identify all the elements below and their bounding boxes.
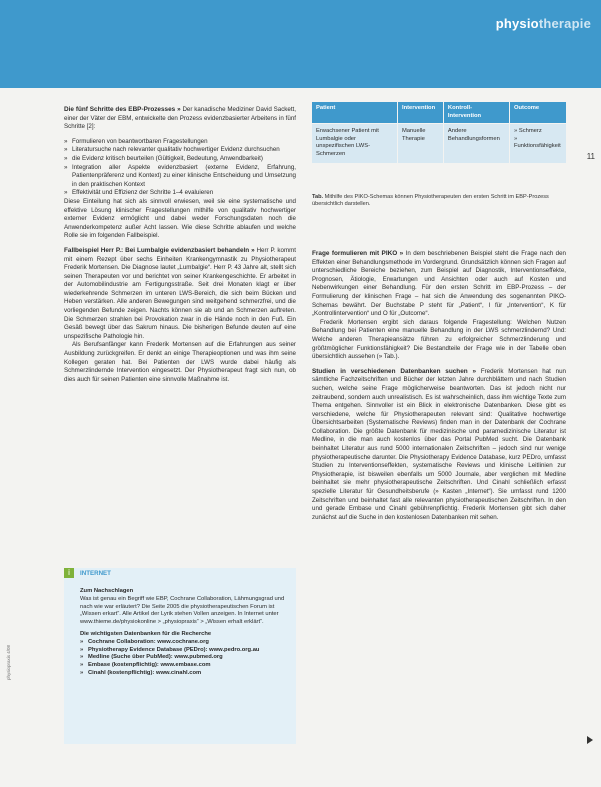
box-heading-lookup: Zum Nachschlagen (80, 588, 134, 594)
link-cochrane[interactable]: » Cochrane Collaboration: www.cochrane.org (80, 639, 290, 647)
heading-case: Fallbeispiel Herr P.: Bei Lumbalgie evidenzbasiert behandeln » (64, 246, 255, 254)
table-header-intervention: Intervention (397, 102, 443, 124)
list-item: » Integration aller Aspekte evidenzbasiert (externe Evidenz, Erfahrung, Patientenpräferenz und Kontext) zu einer klinische Entscheidung und Umsetzung in den praktischen Kontext (64, 164, 296, 190)
box-heading-databases: Die wichtigsten Datenbanken für die Recherche (80, 630, 212, 637)
paragraph-summary: Diese Einteilung hat sich als sinnvoll erwiesen, weil sie eine systematische und effektive Lösung klinischer Fragestellungen mithilfe von qualitativ hochwertiger externer Evidenz ermöglicht und dabei weder Forschungsdaten noch die Anwenderkompetenz außer Acht lassen. Wie diese Schritte ablaufen und welche Rolle sie im folgenden Fallbeispiel. (64, 197, 296, 240)
link-embase[interactable]: » Embase (kostenpflichtig): www.embase.com (80, 662, 290, 670)
internet-box-body (80, 588, 290, 678)
heading-piko: Frage formulieren mit PIKO » (312, 250, 404, 257)
paragraph-question: Frederik Mortensen ergibt sich daraus folgende Fragestellung: Welchen Nutzen Behandlung bei Patienten eine manuelle Behandlung in der LWS schmerzlindernd? Und: Welche anderen Therapieansätze führen zu erfolgreicher Schmerzlinderung und größtmöglicher Funktionsfähigkeit? Die Bestandteile der Frage wie in der Tabelle oben übersichtlich aussehen (» Tab.). (312, 318, 566, 361)
text-ebp-steps: Der kanadische Mediziner David Sackett, einer der Väter der EBM, entwickelte den Prozess evidenzbasierter Arbeitens in fünf Schritte [2]: (64, 106, 296, 131)
link-pedro[interactable]: » Physiotherapy Evidence Database (PEDro): www.pedro.org.au (80, 647, 290, 655)
outcome-item: » Funktionsfähigkeit (514, 135, 561, 150)
internet-box-title: INTERNET (80, 570, 111, 577)
continue-arrow-icon (587, 736, 593, 744)
header-band (0, 0, 601, 88)
link-cinahl[interactable]: » Cinahl (kostenpflichtig): www.cinahl.com (80, 670, 290, 678)
list-item: » die Evidenz kritisch beurteilen (Gültigkeit, Bedeutung, Anwendbarkeit) (64, 155, 296, 164)
box-text-lookup: Was ist genau ein Begriff wie EBP, Cochrane Collaboration, Lähmungsgrad und nach wie war erläutert? Die Seite 2005 die physiotherapeutischen Forum ist „Wissen erkart“. Alle Artikel der Lyrik stehen Vollen anzeigen. In Internet unter www.thieme.de/physiokonline > „physiopraxis“ > „Wissen erhalt erklärt“. (80, 595, 285, 626)
database-links (80, 639, 290, 678)
steps-list (64, 138, 296, 198)
outcome-item: » Schmerz (514, 128, 542, 135)
list-item: » Formulieren von beantwortbaren Fragestellungen (64, 138, 296, 147)
cell-intervention: Manuelle Therapie (397, 124, 443, 163)
caption-text: Mithilfe des PIKO-Schemas können Physiotherapeuten den ersten Schritt im EBP-Prozess übersichtlich darstellen. (312, 194, 549, 208)
text-case: Herr P. kommt mit einem Rezept über sechs Einheiten Krankengymnastik zu Physiotherapeut Frederik Mortensen. Die Diagnose lautet „Lumbalgie“. Herr P. 43 Jahre alt, stellt sich seinen Therapeuten vor und berichtet von seiner Krankengeschichte. Er arbeitet in der Automobilindustrie am Fertigungsstraße. Seit drei Monaten klagt er über wiederkehrende Schmerzen im unteren LWS-Bereich, die sich beim Bücken und Heben verstärken. Alle anderen Bewegungen sind weitgehend schmerzfrei, und die vorliegenden Befunde zeigen. Nachts können sie ab und an Schmerzen auftreten. Die Schmerzen strahlen bei Provokation zwar in die Hände noch in den Fuß. Ein Gesäß bewegt über das Sakrum hinaus. Die bisherigen Befunde deuten auf eine unspezifische Pathologie hin. (64, 246, 296, 340)
paragraph-case-continued: Als Berufsanfänger kann Frederik Mortensen auf die Erfahrungen aus seiner Ausbildung zurückgreifen. Er denkt an einige Therapieoptionen und was ihm seine Kollegen geraten hat. Bei Patienten der LWS wurde dabei häufig als Schmerzlindernde Intervention eingesetzt. Der Physiotherapeut fragt sich nun, ob dies auch für seinen Patienten eine sinnvolle Maßnahme ist. (64, 341, 296, 383)
brand-part-2: therapie (538, 16, 591, 31)
margin-note: physiopraxis 4/08 (6, 644, 11, 680)
table-row (312, 124, 566, 163)
text-databases: Frederik Mortensen hat nun sämtliche Fachzeitschriften und Bücher der letzten Jahre durchblättern und nach Studien suchen, welche seine Frage möglicherweise beantworten. Das ist jedoch nicht nur zeitraubend, sondern auch unrealistisch. Es ist wahrscheinlich, dass ihm wichtige Texte zum Thema entgehen. Sinnvoller ist ein Blick in elektronische Datenbanken. Diese gibt es verschiedene, welche für Physiotherapeuten relevant sind: Qualitative hochwertige Übersichtsarbeiten (Systematische Reviews) finden man in der Datenbank der Cochrane Collaboration. Die größte Datenbank für medizinische und paramedizinische Literatur ist Medline, in die man auch kostenlos über das Portal PubMed sucht. Die Datenbank beinhaltet Literatur aus rund 5000 internationalen Zeitschriften – jedoch sind nur wenige physiotherapeutische darunter. Die Physiotherapy Evidence Database, kurz PEDro, umfasst Studien zu Interventionseffekten, systematische Reviews und klinische Leitlinien zur Physiotherapie, ist bisweilen ebenfalls um 5000 Journale, aber verglichen mit Medline beinhaltet sie mehr physiotherapeutische Zeitschriften. Und Cinahl schließlich erfasst spezielle Literatur für Gesundheitsberufe (» Kasten „Internet“). Sie umfasst rund 1200 Zeitschriften und beinhaltet fast alle relevanten physiotherapeutischen Zeitschriften. In den und gerade Embase und Cinahl gebührenpflichtig. Frederik Mortensen gibt sich daher zunächst auf die Suche in den kostenlosen Datenbanken mit sehen. (312, 367, 566, 521)
cell-outcome (510, 124, 567, 163)
table-header-control: Kontroll-Intervention (443, 102, 509, 124)
link-pubmed[interactable]: » Medline (Suche über PubMed): www.pubmed.org (80, 654, 290, 662)
cell-control: Andere Behandlungsformen (443, 124, 509, 163)
right-column (312, 244, 566, 528)
heading-databases: Studien in verschiedenen Datenbanken suchen » (312, 367, 477, 375)
table-header-patient: Patient (312, 102, 397, 124)
heading-ebp-steps: Die fünf Schritte des EBP-Prozesses » (64, 106, 181, 113)
text-piko: In dem beschriebenen Beispiel steht die Frage nach den Effekten einer Behandlungsmethode im Vordergrund. Grundsätzlich können sich Fragen auf unterschiedliche Bereiche beziehen, zum Beispiel auf Diagnostik, Interventionseffekte, Prognosen, Ätiologie, Erwartungen und Ansichten oder auch auf Kosten und Nebenwirkungen einer Behandlung. Für den ersten Schritt im EBP-Prozess – der Formulierung der klinischen Frage – hat sich die Anwendung des sogenannten PIKO-Schemas bewährt. Der Buchstabe P steht für „Patient“, I für „Intervention“, K für „Kontrollintervention“ und O für „Outcome“. (312, 250, 566, 318)
table-header-outcome: Outcome (510, 102, 567, 124)
caption-label: Tab. (312, 194, 324, 200)
page-number: 11 (586, 152, 595, 161)
cell-patient: Erwachsener Patient mit Lumbalgie oder unspezifischen LWS-Schmerzen (312, 124, 397, 163)
list-item: » Effektivität und Effizienz der Schritte 1–4 evaluieren (64, 189, 296, 198)
left-column (64, 100, 296, 390)
table-caption (312, 194, 566, 209)
brand-part-1: physio (495, 16, 539, 31)
magazine-brand (496, 16, 591, 31)
list-item: » Literatursuche nach relevanter qualitativ hochwertiger Evidenz durchsuchen (64, 146, 296, 155)
info-icon: i (64, 568, 74, 578)
piko-table (312, 102, 566, 163)
